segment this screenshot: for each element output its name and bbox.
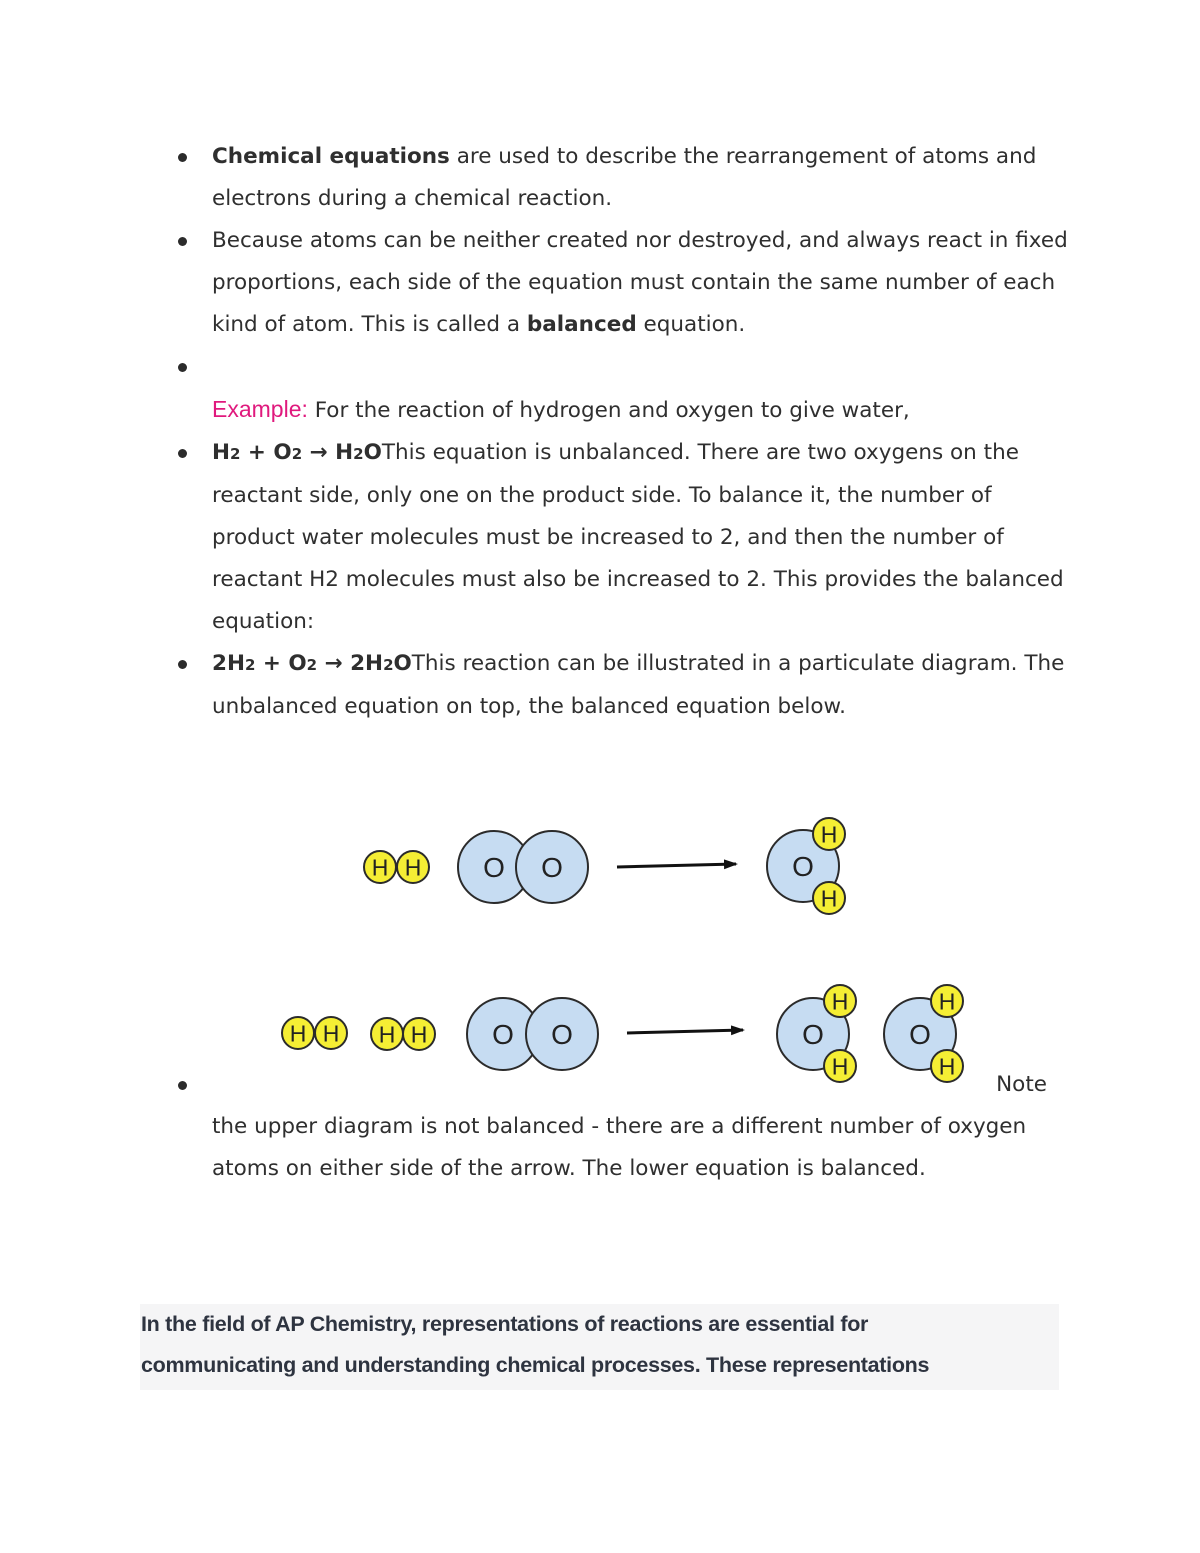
list-item-text: For the reaction of hydrogen and oxygen to give water, — [307, 398, 910, 423]
list-item-text: are used to describe the rearrangement of atoms and electrons during a chemical reaction. — [212, 144, 1037, 211]
equation-subscript: 2 — [291, 445, 303, 463]
equation-part: 2H — [212, 651, 245, 676]
oxygen-atom-symbol: O — [541, 852, 563, 884]
equation-part: + O — [240, 440, 292, 465]
list-item-text: the upper diagram is not balanced - there are a different number of oxygen atoms on either side of the arrow. The lower equation is balanced. — [212, 1114, 1027, 1181]
hydrogen-atom — [315, 1017, 347, 1049]
hydrogen-atom-symbol: H — [831, 1053, 849, 1080]
hydrogen-atom — [397, 851, 429, 883]
oxygen-atom-symbol: O — [909, 1019, 931, 1051]
hydrogen-atom-symbol: H — [938, 988, 956, 1015]
oxygen-atom-symbol: O — [492, 1019, 514, 1051]
hydrogen-atom — [824, 1050, 856, 1082]
list-item-text: This reaction can be illustrated in a particulate diagram. The unbalanced equation on top, the balanced equation below. — [212, 651, 1065, 719]
bullet-dot — [178, 449, 187, 458]
hydrogen-atom — [364, 851, 396, 883]
paragraph-line: In the field of AP Chemistry, representations of reactions are essential for — [141, 1312, 869, 1336]
hydrogen-atom-symbol: H — [938, 1053, 956, 1080]
hydrogen-atom-symbol: H — [378, 1021, 396, 1048]
hydrogen-atom-symbol: H — [820, 885, 838, 912]
list-item-text: equation. — [636, 312, 746, 337]
equation-subscript: 2 — [230, 445, 241, 463]
list-item — [212, 388, 1072, 432]
equation-subscript: 2 — [383, 656, 394, 674]
oxygen-atom-symbol: O — [551, 1019, 573, 1051]
equation-part: O — [393, 651, 412, 676]
oxygen-atom-symbol: O — [483, 852, 505, 884]
hydrogen-atom — [824, 985, 856, 1017]
hydrogen-atom — [282, 1017, 314, 1049]
list-item — [212, 220, 1072, 346]
equation-part: O — [363, 440, 382, 465]
bullet-dot — [178, 237, 187, 246]
hydrogen-atom — [403, 1018, 435, 1050]
equation-part: → 2H — [317, 651, 384, 676]
equation-subscript: 2 — [353, 445, 364, 463]
hydrogen-atom-symbol: H — [831, 988, 849, 1015]
equation-subscript: 2 — [306, 656, 318, 674]
equation-part: → H — [302, 440, 354, 465]
oxygen-atom — [526, 998, 598, 1070]
term-chemical-equations: Chemical equations — [212, 144, 450, 169]
bullet-dot — [178, 1081, 187, 1090]
list-item — [212, 136, 1072, 220]
balanced-equation — [212, 651, 412, 676]
hydrogen-atom-symbol: H — [322, 1020, 340, 1047]
hydrogen-atom-symbol: H — [820, 821, 838, 848]
equation-part: H — [212, 440, 230, 465]
reaction-arrow — [627, 1030, 743, 1033]
hydrogen-atom — [813, 818, 845, 850]
bullet-dot — [178, 153, 187, 162]
bullet-dot — [178, 660, 187, 669]
list-item-text: Because atoms can be neither created nor destroyed, and always react in fixed proportions, each side of the equation must contain the same number of each kind of atom. This is called a — [212, 228, 1068, 337]
hydrogen-atom-symbol: H — [371, 854, 389, 881]
hydrogen-atom — [371, 1018, 403, 1050]
equation-part: + O — [255, 651, 307, 676]
unbalanced-equation — [212, 440, 382, 465]
hydrogen-atom — [931, 985, 963, 1017]
term-balanced: balanced — [526, 312, 637, 337]
hydrogen-atom-symbol: H — [404, 854, 422, 881]
oxygen-atom-symbol: O — [802, 1019, 824, 1051]
particulate-diagram — [270, 810, 990, 1100]
oxygen-atom — [516, 831, 588, 903]
list-item — [212, 346, 1072, 388]
highlighted-paragraph — [140, 1304, 1059, 1390]
note-word: Note — [996, 1072, 1047, 1097]
hydrogen-atom-symbol: H — [289, 1020, 307, 1047]
list-item-text: This equation is unbalanced. There are two oxygens on the reactant side, only one on the product side. To balance it, the number of product water molecules must be increased to 2, and then the number of reactant H2 molecules must also be increased to 2. This provides the balanced equation: — [212, 440, 1064, 634]
list-item — [212, 432, 1072, 643]
bullet-dot — [178, 363, 187, 372]
hydrogen-atom — [931, 1050, 963, 1082]
hydrogen-atom-symbol: H — [410, 1021, 428, 1048]
hydrogen-atom — [813, 882, 845, 914]
example-label: Example: — [212, 396, 308, 422]
list-item — [212, 643, 1072, 728]
equation-subscript: 2 — [244, 656, 256, 674]
oxygen-atom-symbol: O — [792, 851, 814, 883]
reaction-arrow — [617, 864, 736, 867]
paragraph-line: communicating and understanding chemical processes. These representations — [141, 1353, 930, 1377]
